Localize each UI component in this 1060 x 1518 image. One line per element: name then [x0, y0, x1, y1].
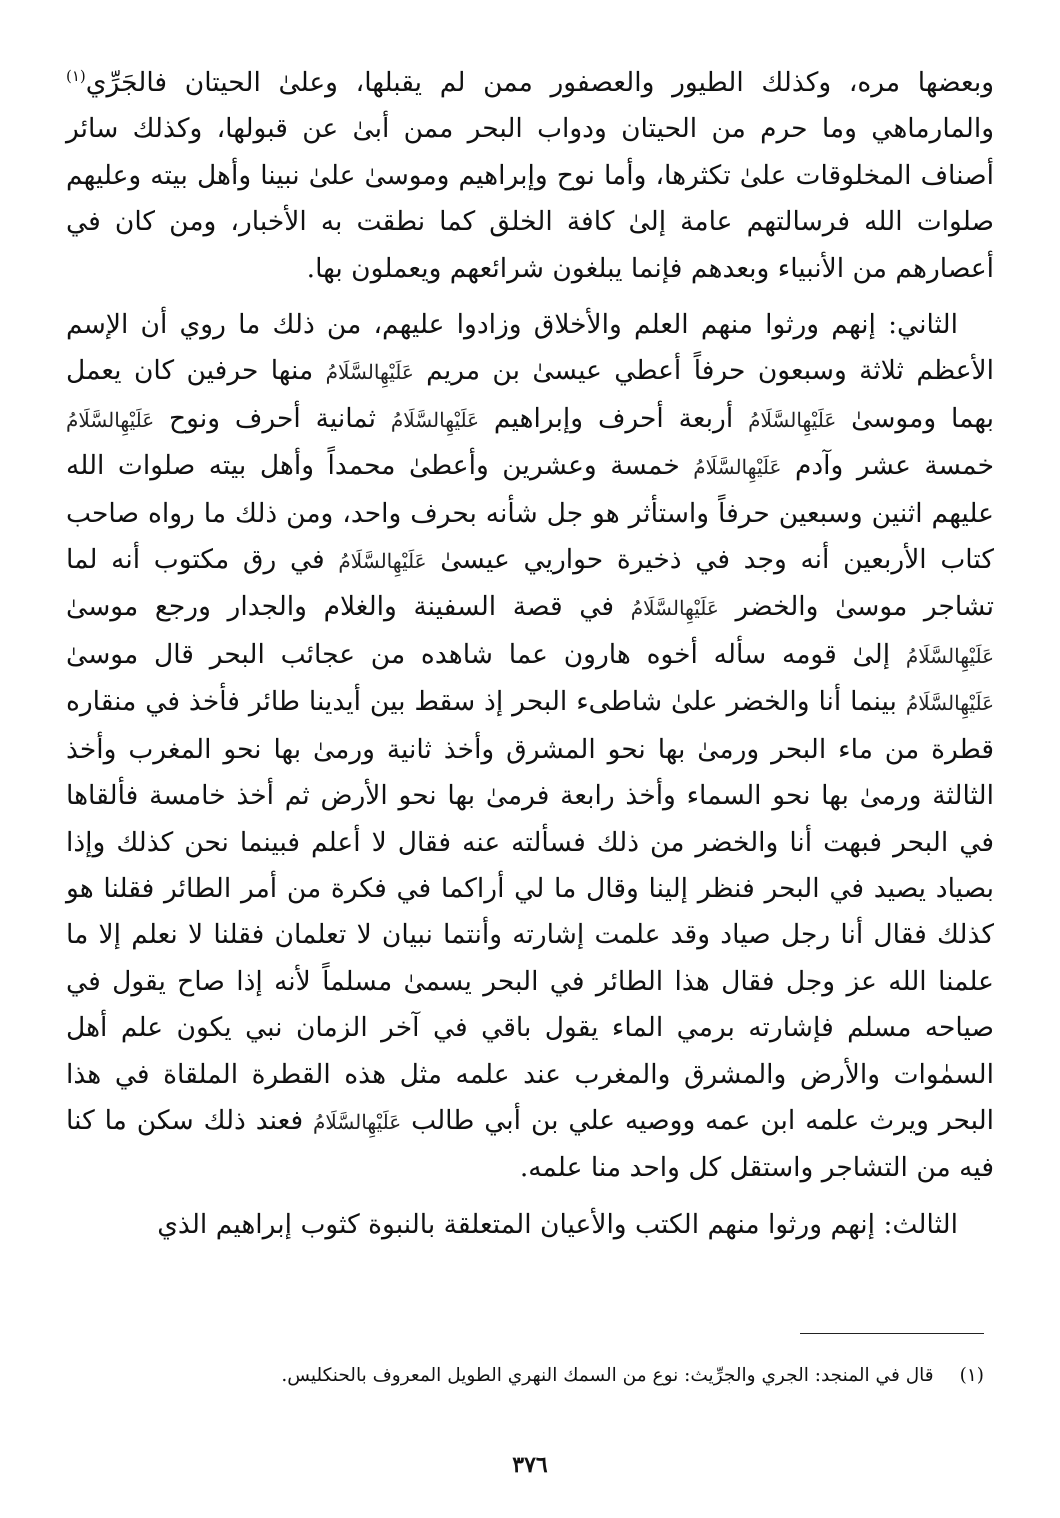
footnote-reference: (١): [66, 67, 86, 86]
paragraph-1-text-b: والمارماهي وما حرم من الحيتان ودواب البحر ممن أبىٰ عن قبولها، وكذلك سائر أصناف المخلوقات علىٰ تكثرها، وأما نوح وإبراهيم وموسىٰ علىٰ نبينا وأهل بيته وعليهم صلوات الله فرسالتهم عامة إلىٰ كافة الخلق كما نطقت به الأخبار، ومن كان في أعصارهم من الأنبياء وبعدهم فإنما يبلغون شرائعهم ويعملون بها.: [66, 113, 994, 284]
paragraph-2-segment: خمسة وعشرين وأعطىٰ محمداً وأهل بيته صلوات الله عليهم اثنين وسبعين حرفاً واستأثر هو جل شأنه بحرف واحد، ومن ذلك ما رواه صاحب كتاب الأربعين أنه وجد في ذخيرة حواريي عيسىٰ: [66, 450, 994, 576]
footnote-text: قال في المنجد: الجري والجرِّيث: نوع من السمك النهري الطويل المعروف بالحنكليس.: [281, 1365, 934, 1386]
main-text: [66, 60, 994, 1248]
paragraph-2-segment: في قصة السفينة والغلام والجدار ورجع موسىٰ: [66, 591, 631, 623]
salutation-glyph: عَلَيْهِالسَّلَامُ: [630, 596, 719, 621]
paragraph-2: [66, 302, 994, 1192]
paragraph-2-segment: بينما أنا والخضر علىٰ شاطىء البحر إذ سقط بين أيدينا طائر فأخذ في منقاره قطرة من ماء البحر ورمىٰ بها نحو المشرق وأخذ ثانية ورمىٰ بها نحو المغرب وأخذ الثالثة ورمىٰ بها نحو السماء وأخذ رابعة فرمىٰ بها نحو الأرض ثم أخذ خامسة فألقاها في البحر فبهت أنا والخضر من ذلك فسألته عنه فقال لا أعلم فبينما نحن كذلك وإذا بصياد يصيد في البحر فنظر إلينا وقال ما لي أراكما في فكرة من أمر الطائر فقلنا هو كذلك فقال أنا رجل صياد وقد علمت إشارته وأنتما نبيان لا تعلمان فقلنا لا نعلم إلا ما علمنا الله عز وجل فقال هذا الطائر في البحر يسمىٰ مسلماً لأنه إذا صاح يقول في صياحه مسلم فإشارته برمي الماء يقول باقي في آخر الزمان نبي يكون علم أهل السمٰوات والأرض والمشرق والمغرب عند علمه مثل هذه القطرة الملقاة في هذا البحر ويرث علمه ابن عمه ووصيه علي بن أبي طالب: [66, 686, 994, 1136]
salutation-glyph: عَلَيْهِالسَّلَامُ: [905, 691, 994, 716]
salutation-glyph: عَلَيْهِالسَّلَامُ: [390, 407, 480, 432]
paragraph-3: [66, 1202, 994, 1248]
salutation-glyph: عَلَيْهِالسَّلَامُ: [338, 549, 427, 574]
paragraph-2-segment: خمسة عشر وآدم: [781, 450, 994, 482]
paragraph-2-segment: فعند ذلك سكن ما كنا فيه من التشاجر واستقل كل واحد منا علمه.: [66, 1104, 994, 1184]
paragraph-3-text: الثالث: إنهم ورثوا منهم الكتب والأعيان المتعلقة بالنبوة كثوب إبراهيم الذي: [157, 1208, 958, 1240]
paragraph-2-segment: أربعة أحرف وإبراهيم: [479, 402, 749, 434]
footnote: [120, 1362, 984, 1390]
salutation-glyph: عَلَيْهِالسَّلَامُ: [325, 360, 414, 385]
footnote-divider: [800, 1333, 984, 1334]
paragraph-2-segment: إلىٰ قومه سأله أخوه هارون عما شاهده من عجائب البحر قال موسىٰ: [66, 638, 906, 670]
paragraph-2-segment: منها حرفين كان يعمل بهما وموسىٰ: [66, 355, 994, 434]
footnote-number: (١): [959, 1365, 984, 1386]
page-number: ٣٧٦: [512, 1452, 548, 1478]
salutation-glyph: عَلَيْهِالسَّلَامُ: [748, 407, 837, 432]
salutation-glyph: عَلَيْهِالسَّلَامُ: [693, 455, 782, 480]
paragraph-1: [66, 60, 994, 292]
salutation-glyph: عَلَيْهِالسَّلَامُ: [66, 407, 155, 432]
paragraph-2-segment: ثمانية أحرف ونوح: [154, 402, 391, 434]
paragraph-1-text-a: وبعضها مره، وكذلك الطيور والعصفور ممن لم يقبلها، وعلىٰ الحيتان فالجَرِّي: [85, 67, 994, 98]
salutation-glyph: عَلَيْهِالسَّلَامُ: [905, 643, 994, 668]
paragraph-2-segment: في رق مكتوب أنه لما تشاجر موسىٰ والخضر: [66, 544, 994, 623]
paragraph-2-segment: الثاني: إنهم ورثوا منهم العلم والأخلاق وزادوا عليهم، من ذلك ما روي أن الإسم الأعظم ثلاثة وسبعون حرفاً أعطي عيسىٰ بن مريم: [66, 309, 994, 387]
salutation-glyph: عَلَيْهِالسَّلَامُ: [313, 1109, 402, 1134]
